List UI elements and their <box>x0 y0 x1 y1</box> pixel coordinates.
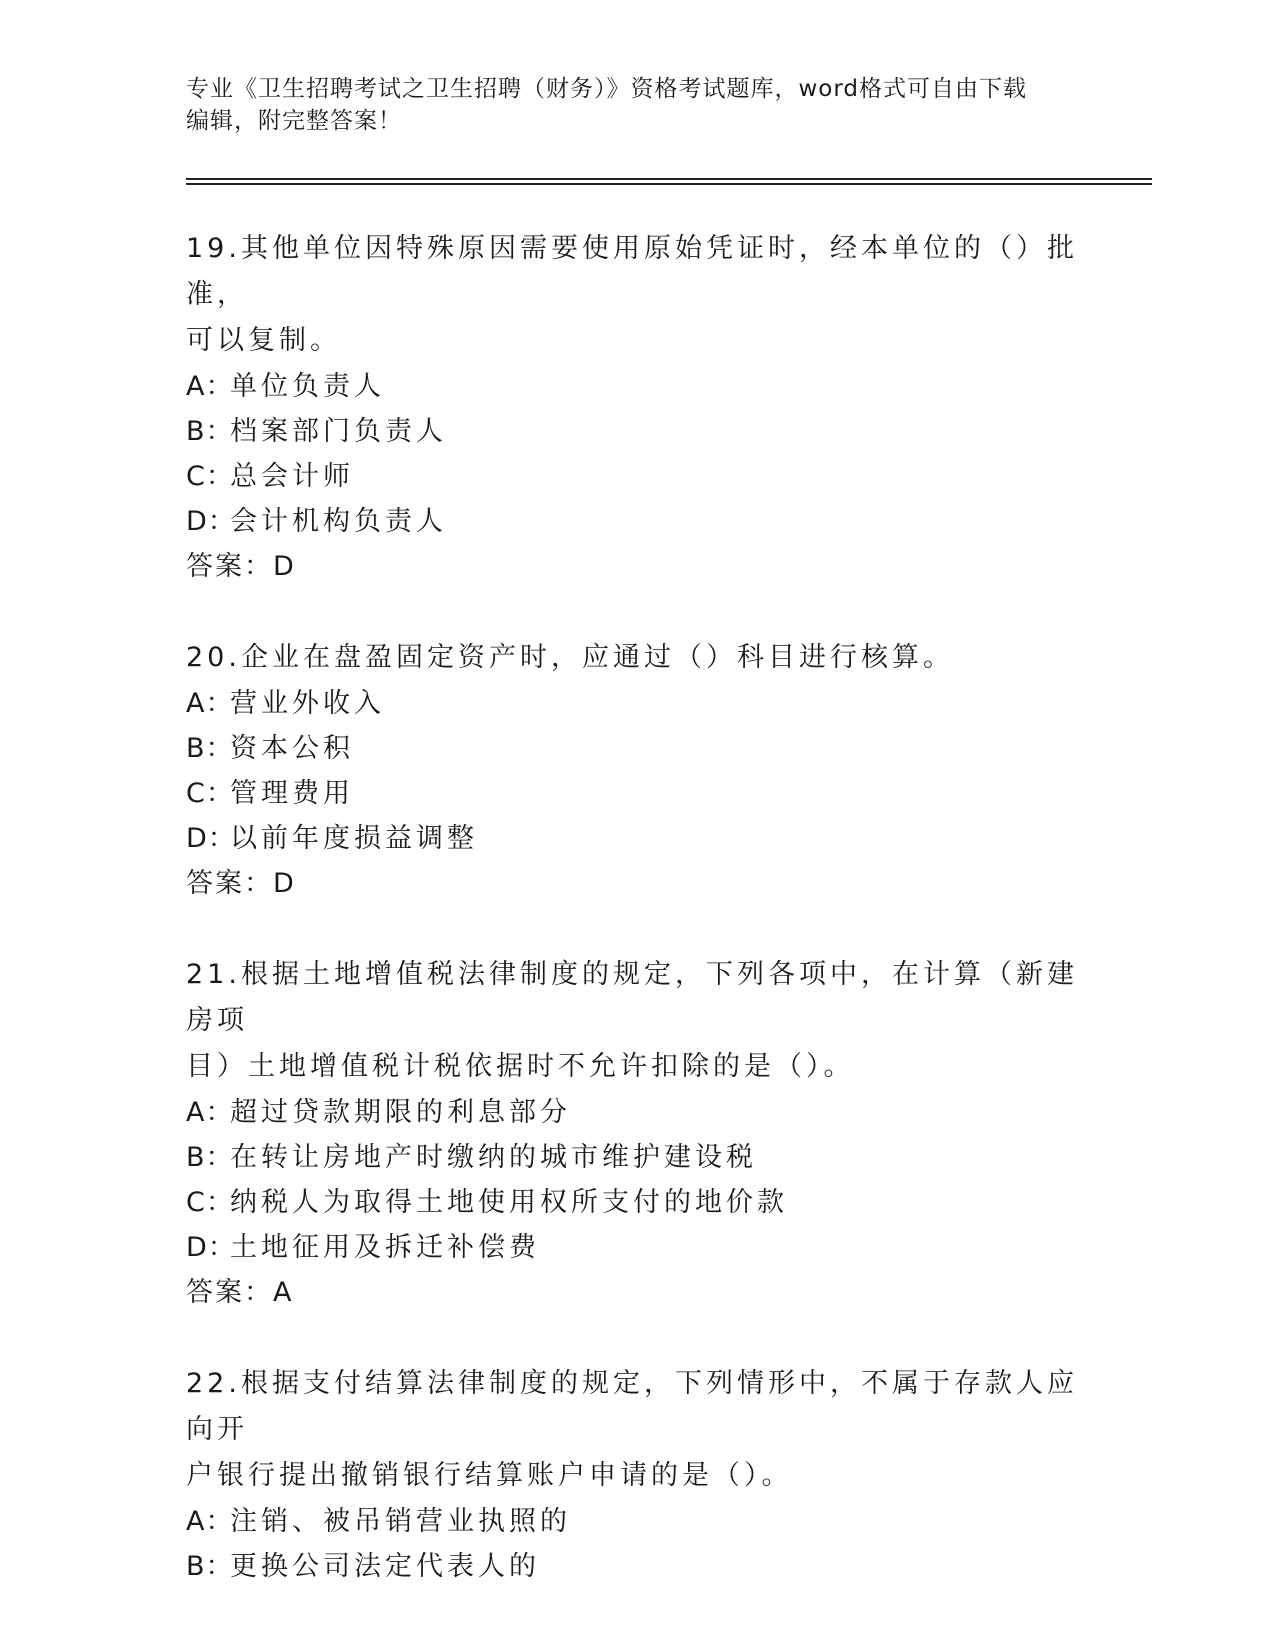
option-a <box>186 1090 1086 1135</box>
option-text: 纳税人为取得土地使用权所支付的地价款 <box>230 1187 788 1218</box>
option-d <box>186 1225 1086 1270</box>
option-key: A： <box>186 688 234 719</box>
option-key: A： <box>186 1506 234 1537</box>
answer-line: 答案：D <box>186 551 296 582</box>
option-text: 土地征用及拆迁补偿费 <box>230 1232 540 1263</box>
question-stem-line: 目）土地增值税计税依据时不允许扣除的是（）。 <box>186 1051 855 1082</box>
option-text: 单位负责人 <box>230 371 385 402</box>
question-list <box>186 226 1086 1634</box>
option-text: 总会计师 <box>230 461 354 492</box>
option-a <box>186 681 1086 726</box>
option-key: C： <box>186 778 234 809</box>
option-key: B： <box>186 416 234 447</box>
question-item <box>186 1361 1086 1589</box>
option-text: 管理费用 <box>230 778 354 809</box>
option-a <box>186 364 1086 409</box>
option-key: C： <box>186 1187 234 1218</box>
option-key: D： <box>186 1232 236 1263</box>
option-text: 注销、被吊销营业执照的 <box>230 1506 571 1537</box>
answer-line: 答案：A <box>186 1277 294 1308</box>
option-key: D： <box>186 823 236 854</box>
question-item <box>186 226 1086 590</box>
question-stem-line: 19.其他单位因特殊原因需要使用原始凭证时，经本单位的（）批准， <box>186 233 1078 310</box>
option-a <box>186 1499 1086 1544</box>
question-stem-line: 可以复制。 <box>186 325 341 356</box>
option-text: 更换公司法定代表人的 <box>230 1551 540 1582</box>
question-stem-line: 户银行提出撤销银行结算账户申请的是（）。 <box>186 1460 793 1491</box>
option-text: 营业外收入 <box>230 688 385 719</box>
option-key: B： <box>186 1142 234 1173</box>
option-text: 在转让房地产时缴纳的城市维护建设税 <box>230 1142 757 1173</box>
option-d <box>186 816 1086 861</box>
option-b <box>186 409 1086 454</box>
header-line-2: 编辑，附完整答案！ <box>186 108 402 134</box>
option-key: C： <box>186 461 234 492</box>
question-stem-line: 21.根据土地增值税法律制度的规定，下列各项中，在计算（新建房项 <box>186 959 1078 1036</box>
option-c <box>186 771 1086 816</box>
question-stem-line: 20.企业在盘盈固定资产时，应通过（）科目进行核算。 <box>186 642 954 673</box>
answer-line: 答案：D <box>186 868 296 899</box>
option-d <box>186 499 1086 544</box>
header-divider-bottom <box>186 183 1152 185</box>
option-b <box>186 1135 1086 1180</box>
document-header-note <box>186 73 1086 137</box>
option-key: A： <box>186 371 234 402</box>
header-line-1: 专业《卫生招聘考试之卫生招聘（财务）》资格考试题库，word格式可自由下载 <box>186 76 1028 102</box>
option-b <box>186 726 1086 771</box>
question-stem-line: 22.根据支付结算法律制度的规定，下列情形中，不属于存款人应向开 <box>186 1368 1078 1445</box>
question-item <box>186 952 1086 1316</box>
option-b <box>186 1544 1086 1589</box>
option-text: 会计机构负责人 <box>230 506 447 537</box>
option-text: 资本公积 <box>230 733 354 764</box>
option-key: D： <box>186 506 236 537</box>
option-text: 档案部门负责人 <box>230 416 447 447</box>
option-c <box>186 1180 1086 1225</box>
header-divider-top <box>186 178 1152 180</box>
option-text: 超过贷款期限的利息部分 <box>230 1097 571 1128</box>
option-key: A： <box>186 1097 234 1128</box>
option-key: B： <box>186 1551 234 1582</box>
option-key: B： <box>186 733 234 764</box>
question-item <box>186 635 1086 907</box>
option-c <box>186 454 1086 499</box>
option-text: 以前年度损益调整 <box>230 823 478 854</box>
